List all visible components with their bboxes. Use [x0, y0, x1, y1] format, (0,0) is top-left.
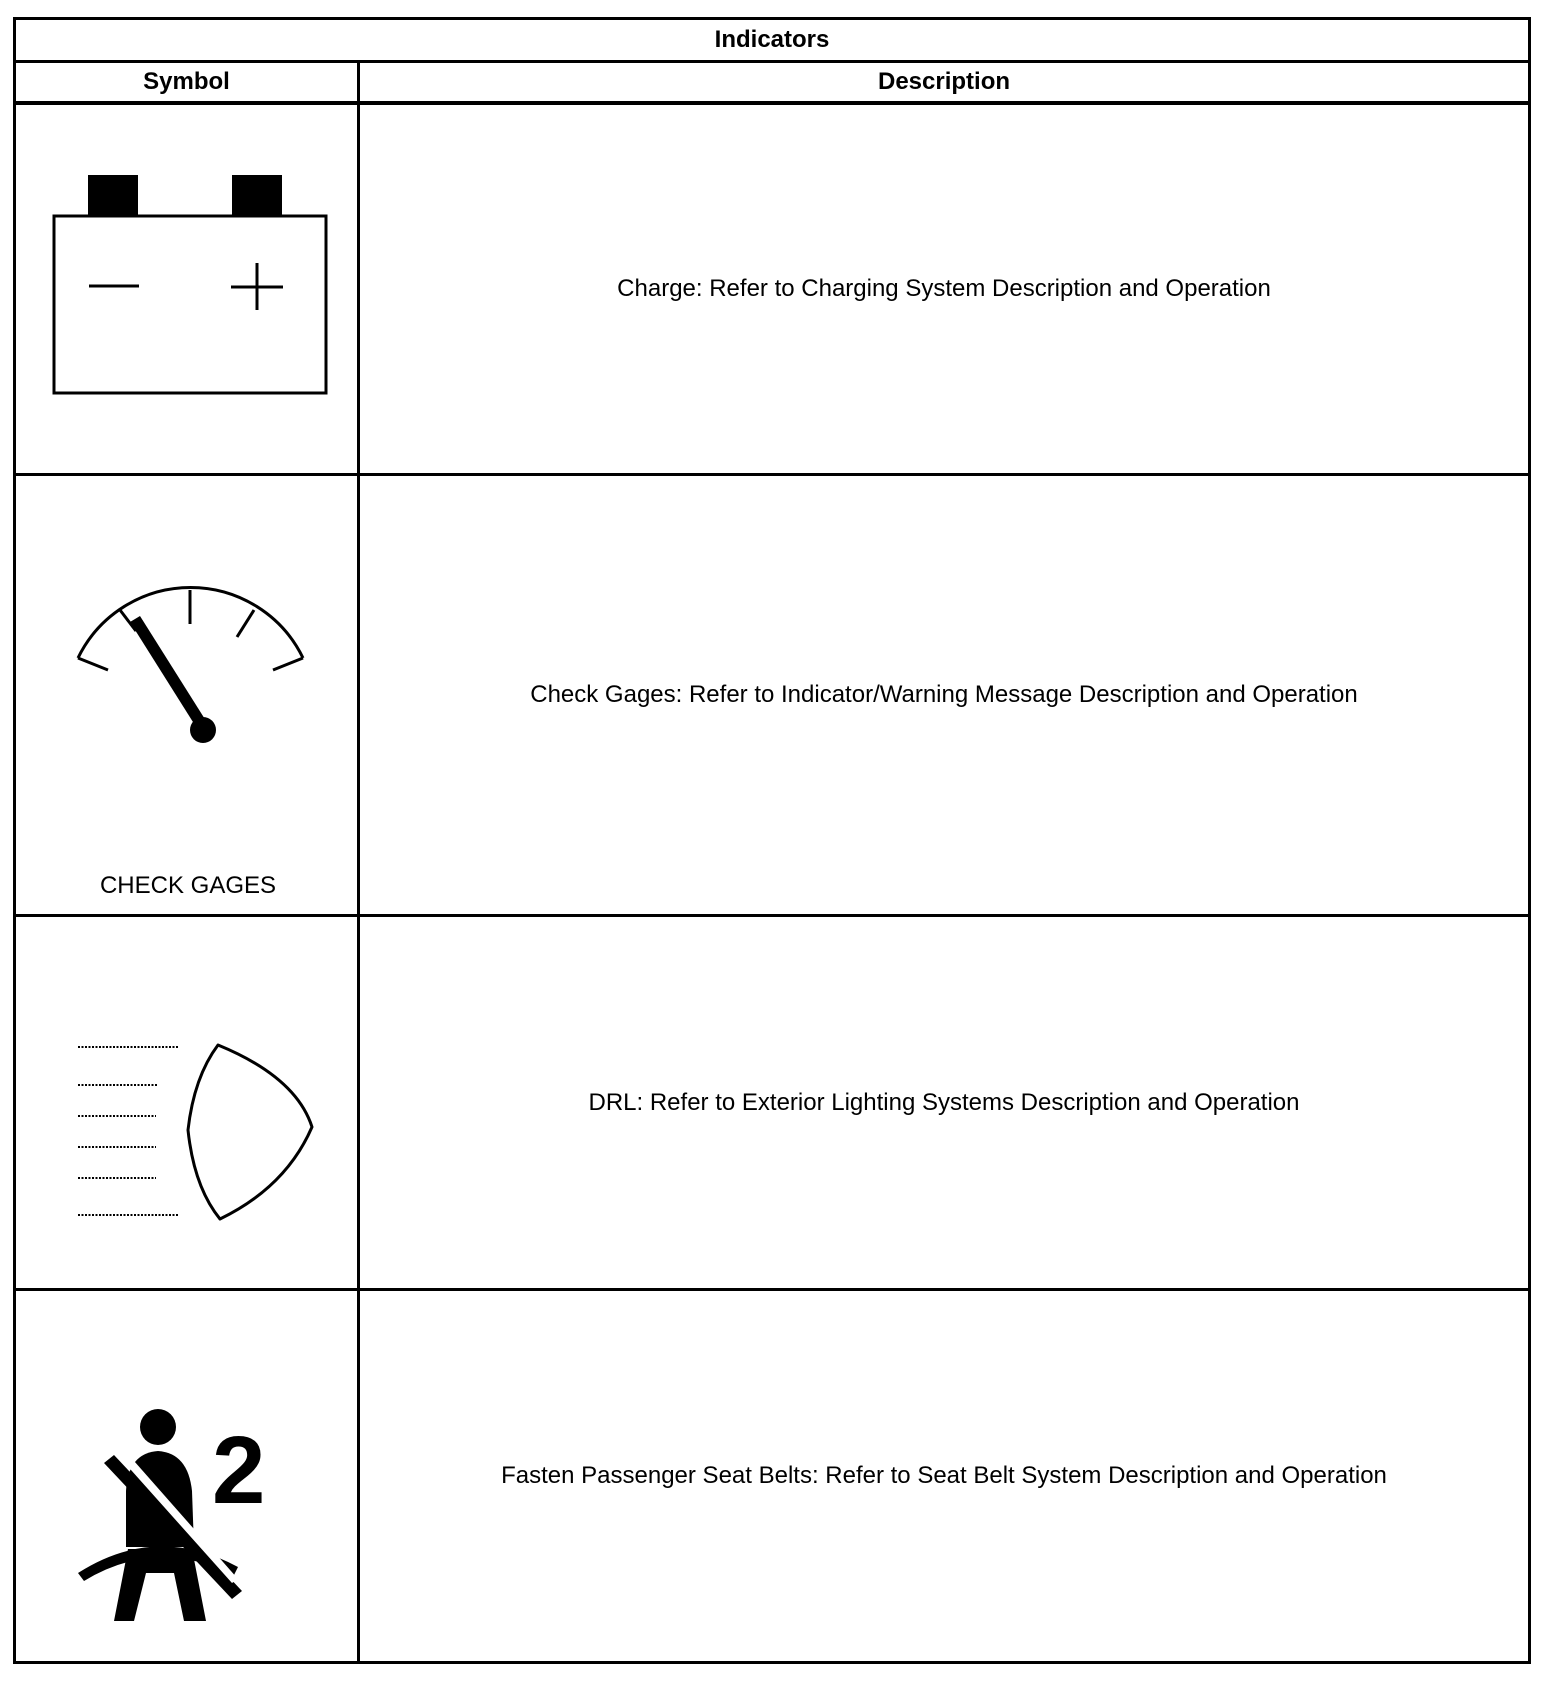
symbol-column-header: Symbol	[15, 62, 359, 104]
description-column-header: Description	[359, 62, 1530, 104]
symbol-cell	[15, 475, 359, 916]
check-gages-caption: CHECK GAGES	[99, 872, 277, 899]
description-cell: DRL: Refer to Exterior Lighting Systems Description and Operation	[359, 916, 1530, 1289]
headlamp-icon	[16, 917, 360, 1289]
description-cell: Check Gages: Refer to Indicator/Warning Message Description and Operation	[359, 475, 1530, 916]
symbol-cell	[15, 103, 359, 474]
description-cell: Fasten Passenger Seat Belts: Refer to Seat Belt System Description and Operation	[359, 1289, 1530, 1662]
symbol-cell	[15, 916, 359, 1289]
gauge-icon	[16, 476, 360, 916]
table-row	[15, 475, 1530, 916]
table-row	[15, 103, 1530, 474]
table-title: Indicators	[15, 19, 1530, 62]
symbol-cell	[15, 1289, 359, 1662]
description-cell: Charge: Refer to Charging System Description and Operation	[359, 103, 1530, 474]
seatbelt-passenger-icon	[16, 1291, 360, 1663]
battery-icon	[16, 105, 360, 475]
indicators-table	[13, 17, 1531, 1664]
table-row	[15, 916, 1530, 1289]
passenger-number: 2	[212, 1416, 266, 1524]
table-row	[15, 1289, 1530, 1662]
